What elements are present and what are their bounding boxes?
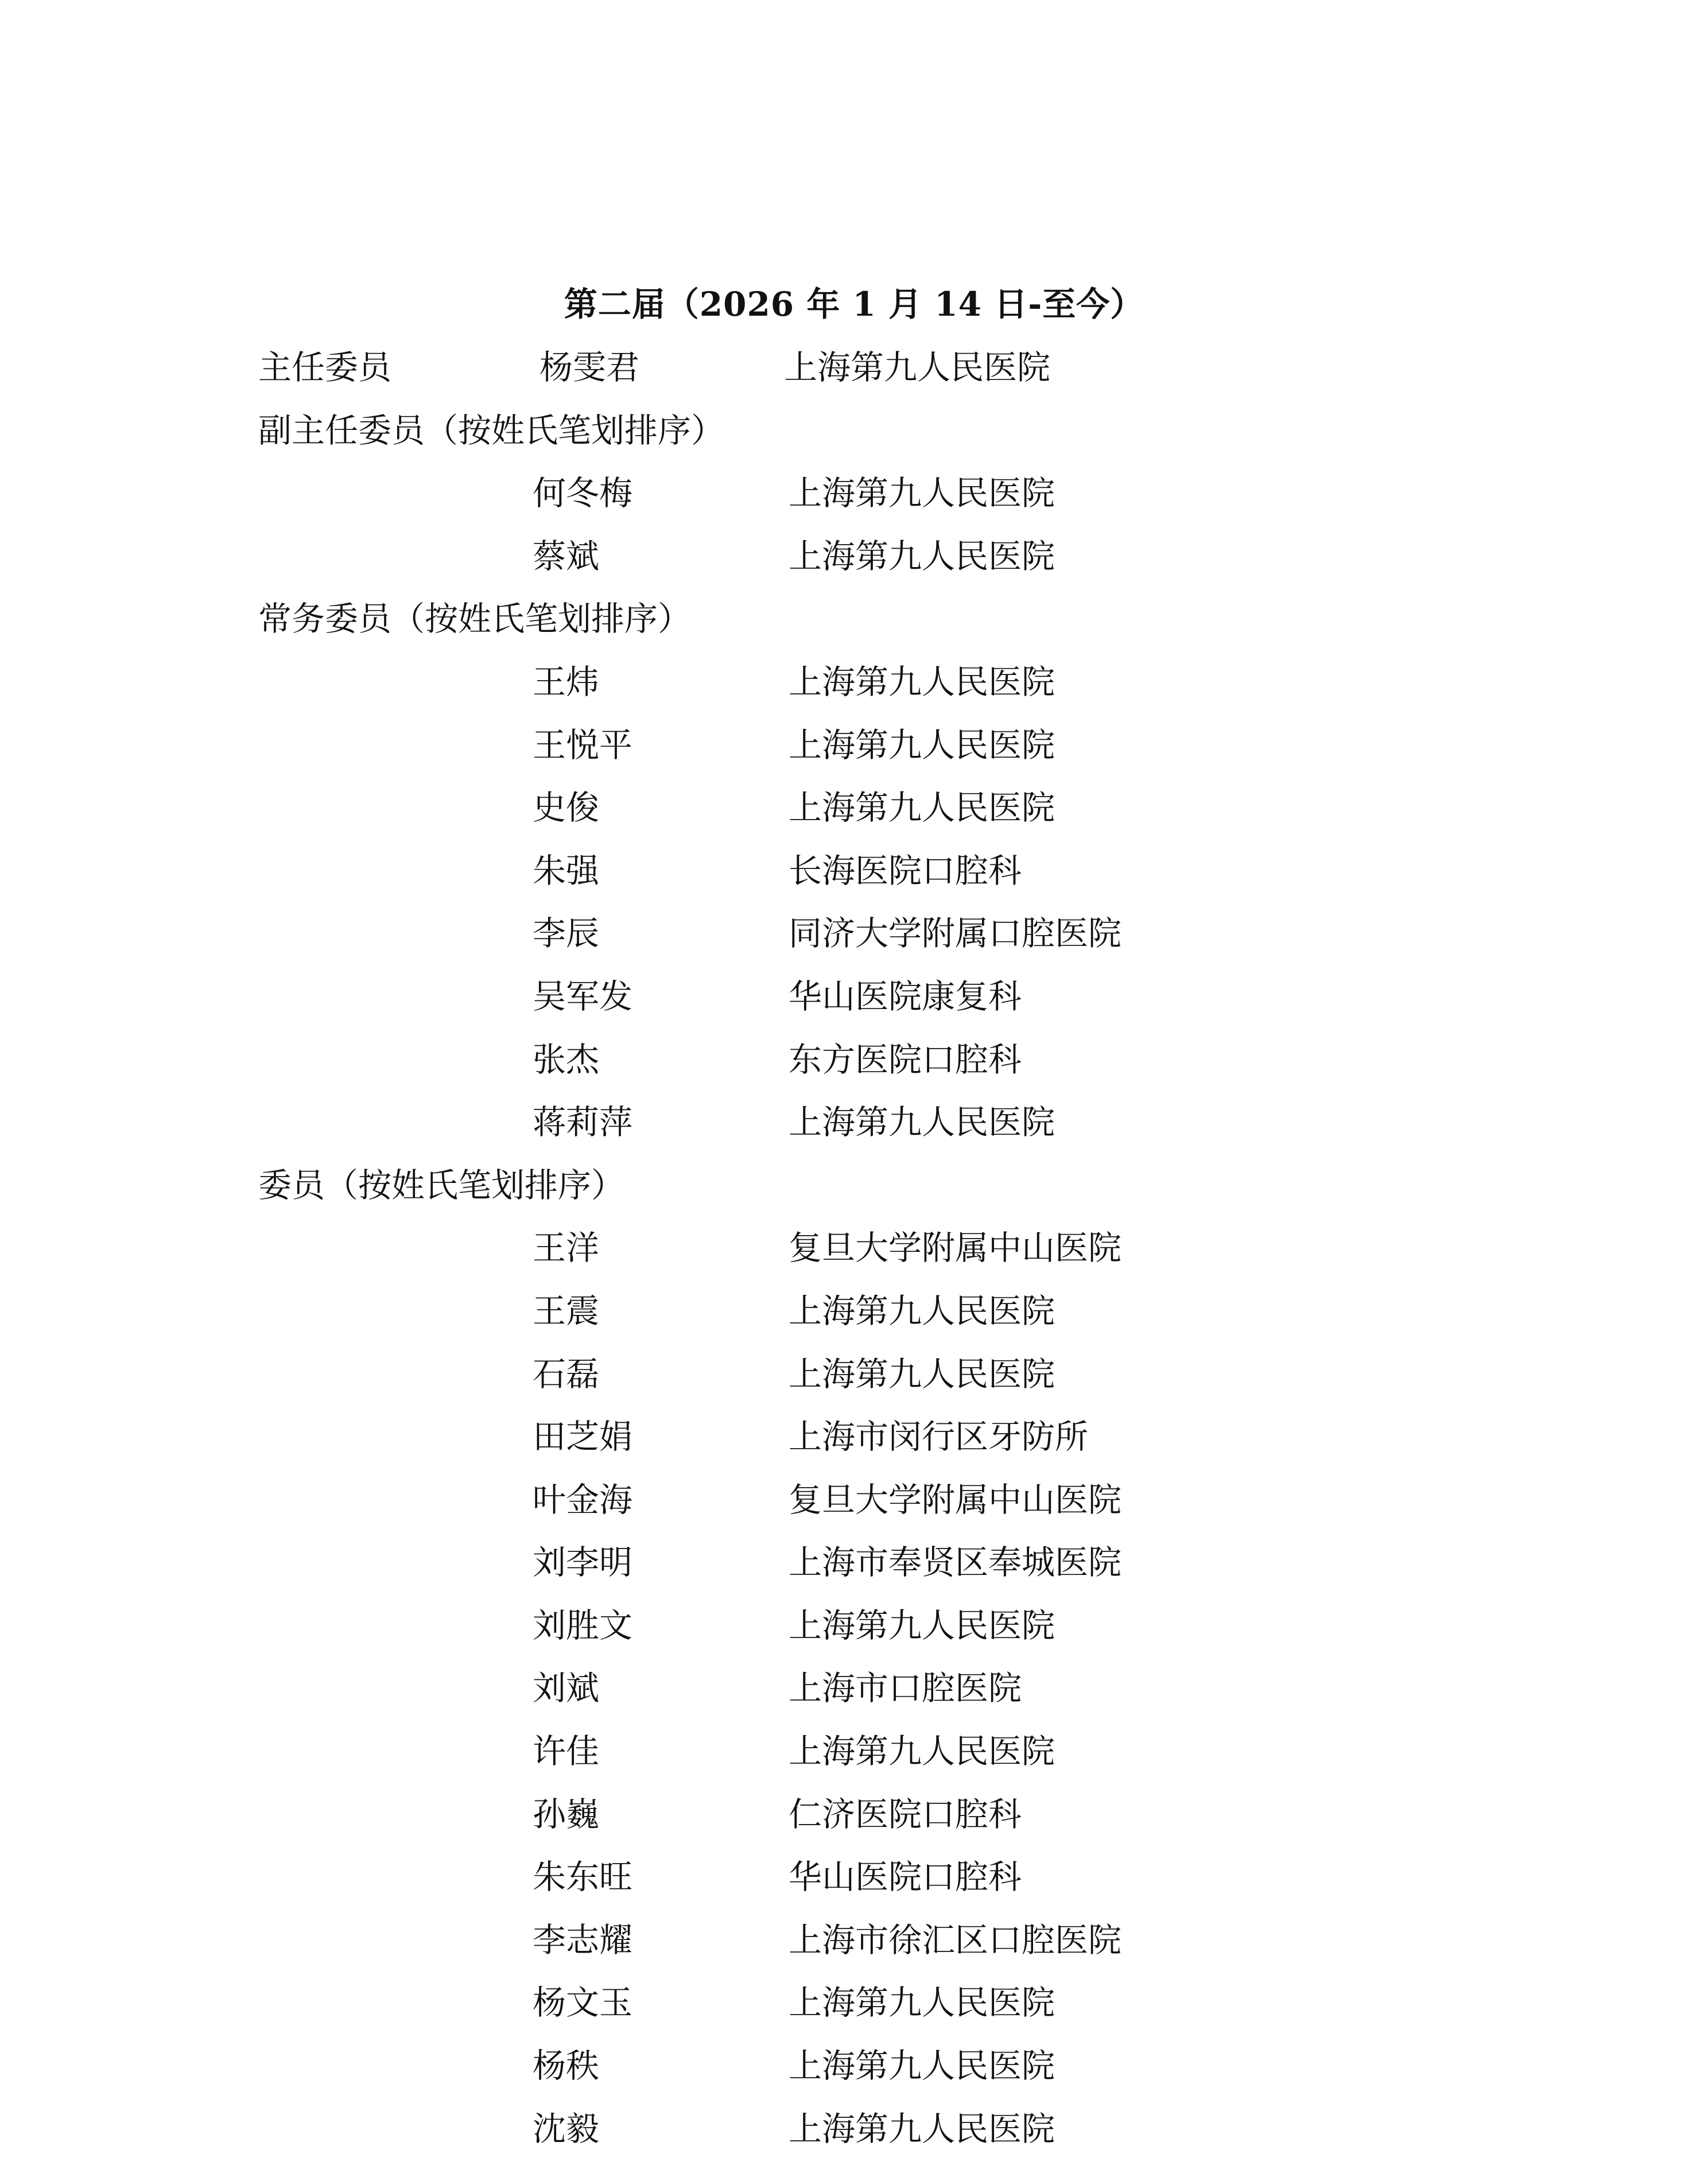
list-item <box>0 1225 1708 1288</box>
chair-row <box>0 344 1708 408</box>
member-name: 何冬梅 <box>533 474 633 513</box>
members-heading: 委员（按姓氏笔划排序） <box>258 1165 625 1205</box>
member-institution: 东方医院口腔科 <box>789 1039 1022 1079</box>
member-institution: 上海第九人民医院 <box>789 1983 1055 2023</box>
list-item <box>0 1728 1708 1791</box>
member-institution: 上海第九人民医院 <box>789 662 1055 701</box>
member-institution: 上海第九人民医院 <box>789 474 1055 513</box>
member-institution: 上海市闵行区牙防所 <box>789 1417 1089 1457</box>
member-institution: 上海市徐汇区口腔医院 <box>789 1920 1122 1960</box>
member-name: 沈毅 <box>533 2109 600 2148</box>
list-item <box>0 1477 1708 1540</box>
member-name: 李辰 <box>533 914 600 953</box>
standing-members-heading-row <box>0 596 1708 659</box>
member-name: 蔡斌 <box>533 536 600 576</box>
standing-members-heading: 常务委员（按姓氏笔划排序） <box>258 599 692 639</box>
member-name: 杨秩 <box>533 2046 600 2086</box>
list-item <box>0 1037 1708 1100</box>
member-institution: 上海第九人民医院 <box>789 1103 1055 1142</box>
list-item <box>0 533 1708 596</box>
member-institution: 上海第九人民医院 <box>789 725 1055 765</box>
member-name: 王震 <box>533 1291 600 1330</box>
list-item <box>0 1791 1708 1854</box>
list-item <box>0 910 1708 973</box>
list-item <box>0 1539 1708 1603</box>
member-institution: 复旦大学附属中山医院 <box>789 1228 1122 1268</box>
member-institution: 上海第九人民医院 <box>789 536 1055 576</box>
list-item <box>0 470 1708 533</box>
member-name: 刘胜文 <box>533 1605 633 1645</box>
member-institution: 复旦大学附属中山医院 <box>789 1480 1122 1519</box>
member-institution: 上海第九人民医院 <box>789 1605 1055 1645</box>
member-name: 叶金海 <box>533 1480 633 1519</box>
list-item <box>0 659 1708 722</box>
member-name: 吴军发 <box>533 976 633 1016</box>
list-item <box>0 1099 1708 1162</box>
member-name: 刘斌 <box>533 1669 600 1708</box>
member-institution: 上海市口腔医院 <box>789 1669 1022 1708</box>
list-item <box>0 1917 1708 1980</box>
member-name: 杨文玉 <box>533 1983 633 2023</box>
list-item <box>0 973 1708 1037</box>
chair-name: 杨雯君 <box>539 348 640 387</box>
member-name: 朱强 <box>533 851 600 890</box>
list-item <box>0 1414 1708 1477</box>
member-name: 孙巍 <box>533 1794 600 1834</box>
document-title: 第二届（2026 年 1 月 14 日-至今） <box>564 285 1144 324</box>
member-institution: 华山医院康复科 <box>789 976 1022 1016</box>
member-name: 刘李明 <box>533 1543 633 1582</box>
vice-chairs-heading-row <box>0 408 1708 471</box>
member-institution: 上海第九人民医院 <box>789 1732 1055 1771</box>
member-institution: 华山医院口腔科 <box>789 1857 1022 1897</box>
list-item <box>0 1603 1708 1666</box>
member-name: 石磊 <box>533 1354 600 1394</box>
chair-institution: 上海第九人民医院 <box>784 348 1051 387</box>
member-name: 史俊 <box>533 788 600 828</box>
member-name: 田芝娟 <box>533 1417 633 1457</box>
list-item <box>0 785 1708 848</box>
member-institution: 同济大学附属口腔医院 <box>789 914 1122 953</box>
member-institution: 上海第九人民医院 <box>789 2109 1055 2148</box>
chair-role-label: 主任委员 <box>258 348 392 387</box>
list-item <box>0 1854 1708 1917</box>
member-institution: 上海第九人民医院 <box>789 1354 1055 1394</box>
member-institution: 上海第九人民医院 <box>789 1291 1055 1330</box>
list-item <box>0 848 1708 911</box>
member-institution: 上海第九人民医院 <box>789 2046 1055 2086</box>
vice-chairs-heading: 副主任委员（按姓氏笔划排序） <box>258 410 725 450</box>
list-item <box>0 2106 1708 2169</box>
list-item <box>0 1351 1708 1414</box>
members-heading-row <box>0 1162 1708 1225</box>
member-institution: 仁济医院口腔科 <box>789 1794 1022 1834</box>
member-name: 李志耀 <box>533 1920 633 1960</box>
list-item <box>0 1288 1708 1351</box>
member-name: 王洋 <box>533 1228 600 1268</box>
member-name: 蒋莉萍 <box>533 1103 633 1142</box>
list-item <box>0 2043 1708 2106</box>
member-name: 王悦平 <box>533 725 633 765</box>
member-name: 许佳 <box>533 1732 600 1771</box>
member-name: 王炜 <box>533 662 600 701</box>
member-name: 张杰 <box>533 1039 600 1079</box>
member-name: 朱东旺 <box>533 1857 633 1897</box>
member-institution: 上海市奉贤区奉城医院 <box>789 1543 1122 1582</box>
list-item <box>0 1665 1708 1728</box>
list-item <box>0 1980 1708 2043</box>
committee-list <box>0 344 1708 2168</box>
member-institution: 上海第九人民医院 <box>789 788 1055 828</box>
member-institution: 长海医院口腔科 <box>789 851 1022 890</box>
list-item <box>0 722 1708 785</box>
